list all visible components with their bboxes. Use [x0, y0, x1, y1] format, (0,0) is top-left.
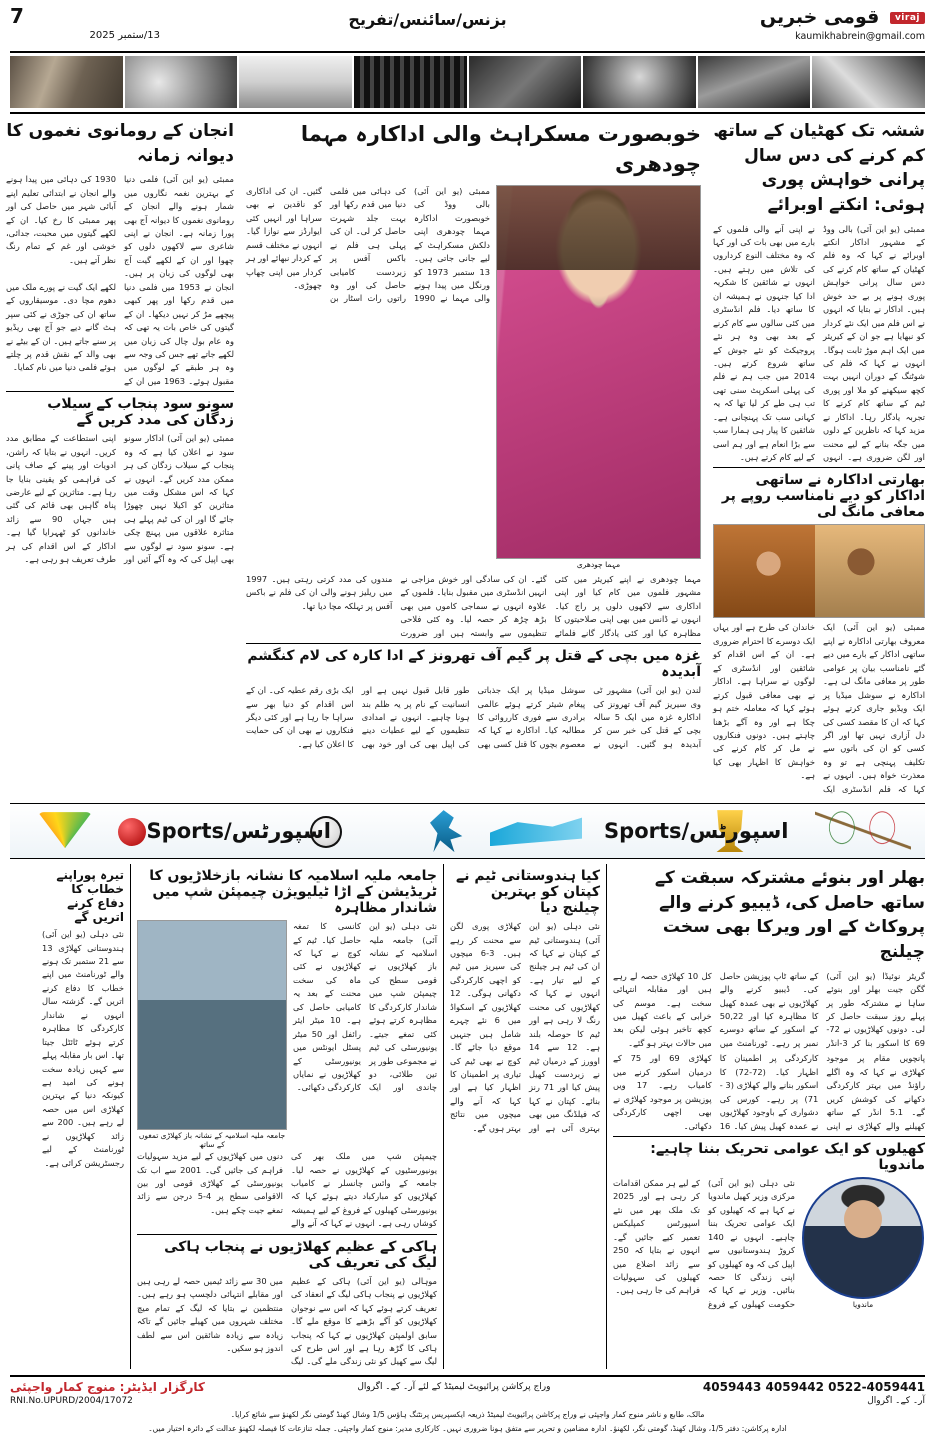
food-collage-image — [10, 56, 123, 108]
body-golf-2: پانچویں مقام پر موجود کھلاڑی نے کہا کہ وہ اگلے راؤنڈ میں بہتر کارکردگی دکھانے کی کوشش کریں گے۔ 5.1 انڈر کے ساتھ کھیلنے والے کھلاڑی نے اپنی کارکردگی پر اطمینان کا اظہار کیا۔ (72-72) کا اسکور بنانے والے کھلاڑی (3 - 71) پر رہے۔ کورس کی دشواری کے باوجود کھلاڑیوں نے عمدہ کھیل پیش کیا۔ 16 کھلاڑی 69 اور 75 کے درمیان اسکور کرنے میں کامیاب رہے۔ 17 ویں پوزیشن پر موجود کھلاڑی نے بھی اچھی کارکردگی دکھائی۔ — [613, 1053, 926, 1131]
masthead-left — [10, 6, 160, 41]
headline-apology: بھارتی اداکارہ نے ساتھی اداکار کو دیے نامناسب روپے پر معافی مانگ لی — [721, 472, 925, 521]
divider — [137, 1234, 437, 1235]
couple-photo — [713, 524, 925, 618]
page-footer — [10, 1375, 925, 1435]
masthead — [10, 6, 925, 48]
film-strip-image — [354, 56, 467, 108]
banner-image-strip — [10, 56, 925, 108]
top-content — [6, 117, 925, 796]
mandaviya-photo — [802, 1177, 924, 1299]
headline-gaza: غزہ میں بچی کے قتل پر گیم آف تھرونز کے ادا کارہ کی لام کنگشم آبدیدہ — [247, 648, 701, 681]
human-anatomy-scan-image — [583, 56, 696, 108]
footer-second-row — [10, 1396, 925, 1406]
body-mahima: ممبئی (یو این آئی) بالی ووڈ کی خوبصورت اداکارہ مہما چودھری اپنی دلکش مسکراہٹ کے لیے جانی جاتی ہیں۔ 13 ستمبر 1973 کو ورنگل میں پیدا ہونے والی مہما نے 1990 کی دہائی میں فلمی دنیا میں قدم رکھا اور بہت جلد شہرت حاصل کر لی۔ ان کی پہلی ہی فلم نے باکس آفس پر زبردست کامیابی حاصل کی اور وہ راتوں رات اسٹار بن گئیں۔ ان کی اداکاری کو ناقدین نے بھی سراہا اور انہیں کئی ایوارڈز سے نوازا گیا۔ انہوں نے مختلف قسم کے کردار نبھائے اور ہر کردار میں اپنی چھاپ چھوڑی۔ — [246, 185, 491, 304]
footer-editor: کارگزار ایڈیٹر: منوج کمار واجپئی — [10, 1379, 205, 1394]
body-jamia-1: نئی دہلی (یو این آئی) جامعہ ملیہ اسلامیہ کے نشانہ باز کھلاڑیوں نے قومی سطح کی چیمپئن شپ میں شاندار کارکردگی کا مظاہرہ کرتے ہوئے کئی تمغے جیتے۔ یونیورسٹی کی ٹیم نے مجموعی طور پر تین طلائی، دو چاندی اور ایک کانسی کا تمغہ حاصل کیا۔ ٹیم کے کوچ نے کہا کہ کھلاڑیوں نے کئی ماہ کی سخت محنت کے بعد یہ کامیابی حاصل کی ہے۔ 10 میٹر ایئر رائفل اور 50 میٹر پسٹل ایونٹس میں یونیورسٹی کے کھلاڑیوں نے نمایاں کارکردگی دکھائی۔ — [293, 921, 437, 1093]
column-divider — [443, 864, 444, 1369]
body-apology: ممبئی (یو این آئی) ایک معروف بھارتی اداکارہ نے اپنے ساتھی اداکار کے بارے میں دیے گئے نامناسب بیان پر عوامی طور پر معافی مانگ لی ہے۔ اداکارہ نے سوشل میڈیا پر ایک ویڈیو جاری کرتے ہوئے کہا کہ ان کا مقصد کسی کی دل آزاری نہیں تھا اور اگر کسی کو ان کی باتوں سے تکلیف پہنچی ہے تو وہ معذرت خواہ ہیں۔ انہوں نے کہا کہ فلم انڈسٹری ایک خاندان کی طرح ہے اور یہاں ایک دوسرے کا احترام ضروری ہے۔ ان کے اس اقدام کو شائقین اور انڈسٹری کے لوگوں نے سراہا ہے۔ اداکار نے بھی معافی قبول کرتے ہوئے کہا کہ معاملہ ختم ہو چکا ہے اور وہ آگے بڑھنا چاہتے ہیں۔ دونوں فنکاروں نے مل کر کام کرنے کی خواہش کا اظہار بھی کیا ہے۔ — [713, 622, 925, 794]
body-hockey: موہالی (یو این آئی) ہاکی کے عظیم کھلاڑیوں نے پنجاب ہاکی لیگ کے انعقاد کی تعریف کرتے ہوئے کہا کہ اس سے نوجوان کھلاڑیوں کو آگے بڑھنے کا موقع ملے گا۔ سابق اولمپئن کھلاڑیوں نے کہا کہ پنجاب ہاکی کا گڑھ رہا ہے اور اس طرح کی لیگ سے کھیل کو نئی زندگی ملے گی۔ لیگ میں 30 سے زائد ٹیمیں حصہ لے رہی ہیں اور مقابلے انتہائی دلچسپ ہو رہے ہیں۔ منتظمین نے بتایا کہ لیگ کے تمام میچ مختلف شہروں میں کھیلے جائیں گے تاکہ زیادہ سے زیادہ شائقین اس سے لطف اندوز ہو سکیں۔ — [137, 1275, 437, 1367]
footer-phone: 0522-4059441 4059442 4059443 — [702, 1379, 925, 1394]
headline-mahima: خوبصورت مسکراہٹ والی اداکارہ مہما چودھری — [300, 122, 701, 177]
tennis-racket-icon — [815, 810, 911, 852]
film-reel-image — [469, 56, 582, 108]
headline-title-defence: تیرہ پوراپنے خطاب کا دفاع کرنے اتریں گے — [56, 868, 124, 925]
machinery-image — [698, 56, 811, 108]
body-mandaviya: نئی دہلی (یو این آئی) مرکزی وزیر کھیل ماندویا نے کہا ہے کہ کھیلوں کو ایک عوامی تحریک بننا چاہیے۔ انہوں نے 140 کروڑ ہندوستانیوں سے اپیل کی کہ وہ کھیلوں کو اپنی زندگی کا حصہ بنائیں۔ وزیر نے کہا کہ حکومت کھیلوں کے فروغ کے لیے ہر ممکن اقدامات کر رہی ہے اور 2025 تک ملک بھر میں نئے اسپورٹس کمپلیکس تعمیر کیے جائیں گے۔ انہوں نے بتایا کہ 250 سے زائد اضلاع میں کھیلوں کی سہولیات فراہم کی جا رہی ہیں۔ — [613, 1177, 795, 1309]
cricket-ball-icon — [118, 818, 146, 846]
body-mahima-2: مہما چودھری نے اپنے کیریئر میں کئی مشہور فلموں میں کام کیا اور اپنی اداکاری سے لاکھوں دلوں پر راج کیا۔ انہوں نے ڈانس میں بھی اپنی صلاحیتوں کا مظاہرہ کیا اور کئی یادگار گانے فلمائے گئے۔ ان کی سادگی اور خوش مزاجی نے انہیں انڈسٹری میں مقبول بنایا۔ فلموں کے علاوہ انہوں نے سماجی کاموں میں بھی بڑھ چڑھ کر حصہ لیا۔ وہ کئی فلاحی تنظیموں سے وابستہ ہیں اور ضرورت مندوں کی مدد کرتی رہتی ہیں۔ 1997 میں ریلیز ہونے والی ان کی فلم نے باکس آفس پر تہلکہ مچا دیا تھا۔ — [246, 573, 701, 638]
footer-imprint-2: ادارہ پرکاشن: دفتر 1/5، وشال کھنڈ، گومتی نگر، لکھنؤ۔ ادارہ مضامین و تحریر سے متفق ہونا ضروری نہیں۔ کارکاری مدیر: منوج کمار واجپئی۔ جملہ تنازعات کا فیصلہ لکھنؤ عدالت کے دائرہ اختیار میں۔ — [148, 1424, 787, 1434]
divider — [613, 1136, 925, 1137]
body-gaza: لندن (یو این آئی) مشہور ٹی وی سیریز گیم آف تھرونز کی اداکارہ غزہ میں ایک 5 سالہ بچی کے قتل کی خبر سن کر آبدیدہ ہو گئیں۔ انہوں نے سوشل میڈیا پر ایک جذباتی پیغام شیئر کرتے ہوئے عالمی برادری سے فوری کارروائی کا مطالبہ کیا۔ اداکارہ نے کہا کہ معصوم بچوں کا قتل کسی بھی طور قابل قبول نہیں ہے اور انسانیت کے نام پر یہ ظلم بند ہونا چاہیے۔ انہوں نے امدادی تنظیموں کے لیے عطیات دینے کی اپیل بھی کی اور خود بھی ایک بڑی رقم عطیہ کی۔ ان کے اس اقدام کو دنیا بھر سے سراہا جا رہا ہے اور کئی دیگر فنکاروں نے بھی ان کی حمایت کا اعلان کیا ہے۔ — [246, 685, 701, 749]
article-block-right — [713, 117, 925, 796]
footer-name-right: آر۔ کے۔ اگروال — [867, 1395, 925, 1406]
headline-hockey: ہاکی کے عظیم کھلاڑیوں نے پنجاب ہاکی لیگ کی تعریف کی — [164, 1238, 437, 1271]
photo-caption-mahima: مہما چودھری — [576, 559, 621, 569]
headline-jamia: جامعہ ملیہ اسلامیہ کا نشانہ بازخلاڑیوں کا ٹریڈیشن کے اڑا ٹیلیویژن چیمپئن شپ میں شاندار مظاہرہ — [149, 868, 437, 917]
divider — [6, 391, 234, 392]
sports-content — [10, 864, 925, 1369]
sports-label-left: اسپورٹس/Sports — [146, 819, 331, 844]
stethoscope-image — [239, 56, 352, 108]
headline-oberoi: ششہ تک کھٹیان کے ساتھ کم کرنے کی دس سال پرانی خواہش پوری ہوئی: انکتے اوبرائے — [713, 121, 925, 215]
sports-label-right: اسپورٹس/Sports — [604, 819, 789, 844]
body-jamia-2: چیمپئن شپ میں ملک بھر کی یونیورسٹیوں کے کھلاڑیوں نے حصہ لیا۔ جامعہ کے وائس چانسلر نے کامیاب کھلاڑیوں کو مبارکباد دیتے ہوئے کہا کہ یونیورسٹی کھیلوں کے فروغ کے لیے ہمیشہ کوشاں رہی ہے۔ انہوں نے کہا کہ آنے والے دنوں میں کھلاڑیوں کے لیے مزید سہولیات فراہم کی جائیں گی۔ 2001 سے اب تک یونیورسٹی کے کھلاڑی قومی اور بین الاقوامی سطح پر 4-5 درجن سے زائد تمغے جیت چکے ہیں۔ — [137, 1151, 437, 1229]
body-captain: نئی دہلی (یو این آئی) ہندوستانی ٹیم کے کپتان نے کہا کہ ان کی ٹیم ہر چیلنج کے لیے تیار ہے۔ انہوں نے کہا کہ کھلاڑیوں کی محنت رنگ لا رہی ہے اور ٹیم کا حوصلہ بلند ہے۔ 12 سے 14 اوورز کے درمیان ٹیم نے زبردست کھیل پیش کیا اور 71 رنز بنائے۔ کپتان نے کہا کہ فیلڈنگ میں بھی بہتری آئی ہے اور کھلاڑی پوری لگن سے محنت کر رہے ہیں۔ 3-6 میچوں کی سیریز میں ٹیم کو اچھی کارکردگی دکھانی ہوگی۔ 12 کھلاڑیوں کے اسکواڈ میں 6 نئے چہرے شامل ہیں جنہیں موقع دیا جائے گا۔ کوچ نے بھی ٹیم کی تیاری پر اطمینان کا اظہار کیا ہے اور کہا کہ آنے والے میچوں میں نتائج بہتر ہوں گے۔ — [450, 921, 600, 1133]
contact-email: kaumikhabrein@gmail.com — [795, 31, 925, 42]
page-number: 7 — [10, 4, 24, 28]
footer-publisher: وراج پرکاشن پرائیویٹ لیمیٹڈ کے لئے آر۔ کے۔ اگروال — [357, 1381, 551, 1392]
headline-golf: بھلر اور بنوئے مشترکہ سبقت کے ساتھ حاصل کی، ڈیبیو کرنے والے پروکاٹ کے اور ویرکا بھی سخت چیلنج — [654, 868, 925, 963]
team-photo-wrap — [137, 920, 287, 1150]
photo-caption-team: جامعہ ملیہ اسلامیہ کے نشانہ باز کھلاڑی تمغوں کے ساتھ — [138, 1131, 286, 1150]
body-anjaan: ممبئی (یو این آئی) فلمی دنیا کے بہترین نغمہ نگاروں میں شمار ہونے والے انجان کے رومانوی نغموں کا دیوانہ آج بھی پورا زمانہ ہے۔ انجان نے اپنی شاعری سے لاکھوں دلوں کو چھوا اور ان کے لکھے گیت آج بھی لوگوں کی زبان پر ہیں۔ 1930 کی دہائی میں پیدا ہونے والے انجان نے ابتدائی تعلیم اپنے آبائی شہر میں حاصل کی اور پھر ممبئی کا رخ کیا۔ ان کے لکھے گیتوں میں محبت، جدائی، خوشی اور غم کے تمام رنگ نظر آتے ہیں۔ — [6, 174, 234, 279]
column-divider — [606, 864, 607, 1369]
banner-divider — [10, 112, 925, 114]
headline-sonu-sood: سونو سود پنجاب کے سیلاب زدگان کی مدد کریں گے — [47, 396, 234, 429]
mahima-photo-wrap — [496, 185, 701, 570]
body-title-defence: نئی دہلی (یو این آئی) ہندوستانی کھلاڑی 13 سے 21 ستمبر تک ہونے والے ٹورنامنٹ میں اپنے خطاب کا دفاع کرنے اتریں گے۔ گزشتہ سال انہوں نے شاندار کارکردگی کا مظاہرہ کرتے ہوئے ٹائٹل جیتا تھا۔ اس بار مقابلہ پہلے سے کہیں زیادہ سخت ہونے کی امید ہے کیونکہ دنیا کے بہترین کھلاڑی اس میں حصہ لے رہے ہیں۔ 200 سے زائد کھلاڑیوں نے ٹورنامنٹ کے لیے رجسٹریشن کرائی ہے۔ — [42, 929, 124, 1168]
article-block-center — [246, 117, 701, 796]
column-divider — [130, 864, 131, 1369]
footer-top-row — [10, 1380, 925, 1394]
publication-date: 13/ستمبر 2025 — [89, 30, 160, 41]
body-golf-1: گریٹر نوئیڈا (یو این آئی) گگن جیت بھلر اور بنوئے ساہا نے مشترکہ طور پر پہلے روز سبقت حاصل کر لی۔ دونوں کھلاڑیوں نے 72-69 کا اسکور بنا کر 3-انڈر کے ساتھ ٹاپ پوزیشن حاصل کی۔ ڈیبیو کرنے والے کھلاڑیوں نے بھی عمدہ کھیل کا مظاہرہ کیا اور 50,22 کے اسکور کے ساتھ دوسرے نمبر پر رہے۔ ٹورنامنٹ میں کل 10 کھلاڑی حصہ لے رہے ہیں اور مقابلہ انتہائی سخت ہے۔ موسم کی خرابی کے باعث کھیل میں کچھ تاخیر ہوئی لیکن بعد میں حالات بہتر ہو گئے۔ — [613, 970, 925, 1048]
sports-block-title-defence — [42, 864, 124, 1369]
viraj-logo: viraj — [890, 12, 925, 24]
mahima-chaudhry-photo — [496, 185, 701, 559]
jamia-shooting-team-photo — [137, 920, 287, 1130]
masthead-divider — [10, 51, 925, 53]
divider — [246, 643, 701, 644]
headline-captain: کیا ہندوستانی ٹیم نے کپتان کو بہترین چیلنج دیا — [455, 868, 600, 917]
headline-mandaviya: کھیلوں کو ایک عوامی تحریک بننا چاہیے: ماندویا — [650, 1140, 925, 1173]
body-oberoi: ممبئی (یو این آئی) بالی ووڈ کے مشہور اداکار انکتے اوبرائے نے کہا کہ وہ فلم کھٹیان کے ساتھ کام کرنے کی دس سال پرانی خواہش پوری ہونے پر بے حد خوش ہیں۔ اداکار نے بتایا کہ انہوں نے اس فلم میں ایک نئے کردار کو نبھایا ہے جو ان کے کیریئر میں ایک اہم موڑ ثابت ہوگا۔ انہوں نے کہا کہ فلم کی شوٹنگ کے دوران انہیں بہت کچھ سیکھنے کو ملا اور پوری ٹیم کے ساتھ کام کرنے کا تجربہ یادگار رہا۔ اداکار نے مزید کہا کہ ناظرین کے دلوں میں جگہ بنانے کے لیے محنت اور لگن ضروری ہے۔ انہوں نے اپنی آنے والی فلموں کے بارے میں بھی بات کی اور کہا کہ وہ مختلف النوع کرداروں کی تلاش میں رہتے ہیں۔ انہوں نے شائقین کا شکریہ ادا کیا جنہوں نے ہمیشہ ان کا ساتھ دیا۔ فلم انڈسٹری میں کئی سالوں سے کام کرنے کے بعد بھی وہ ہر نئے پروجیکٹ کو نئے جوش کے ساتھ شروع کرتے ہیں۔ 2014 میں جب ہم نے فلم کی پہلی اسکرپٹ سنی تھی تب ہی طے کر لیا تھا کہ یہ کہانی سب تک پہنچانی ہے۔ شائقین کا پیار ہی ہمارا سب سے بڑا انعام ہے اور ہم اسی کے لیے کام کرتے ہیں۔ — [713, 223, 925, 462]
masthead-right — [695, 6, 925, 42]
sports-block-golf — [613, 864, 925, 1369]
flag-stripes-image — [812, 56, 925, 108]
body-anjaan-2: انجان نے 1953 میں فلمی دنیا میں قدم رکھا اور پھر کبھی پیچھے مڑ کر نہیں دیکھا۔ ان کے گیتوں کی خاص بات یہ تھی کہ وہ عام بول چال کی زبان میں لکھے جاتے تھے جس کی وجہ سے وہ ہر طبقے کے لوگوں میں مقبول ہوئے۔ 1963 میں ان کے لکھے ایک گیت نے پورے ملک میں دھوم مچا دی۔ موسیقاروں کے ساتھ ان کی جوڑی نے کئی سپر ہٹ گانے دیے جو آج بھی ریڈیو پر سنے جاتے ہیں۔ ان کے بیٹے نے بھی والد کے نقش قدم پر چلتے ہوئے فلمی دنیا میں نام کمایا۔ — [6, 281, 235, 386]
paper-name-text: قومی خبریں — [759, 6, 880, 28]
footer-rni: RNI.No.UPURD/2004/17072 — [10, 1395, 133, 1406]
sports-block-captain — [450, 864, 600, 1369]
sports-section-banner — [10, 803, 925, 859]
section-title: بزنس/سائنس/تفریح — [348, 10, 507, 29]
mandaviya-photo-wrap — [801, 1177, 925, 1311]
photo-caption-mandaviya: ماندویا — [852, 1299, 874, 1309]
paper-name — [695, 6, 925, 28]
divider — [713, 467, 925, 468]
globes-world-map-image — [125, 56, 238, 108]
headline-anjaan: انجان کے رومانوی نغموں کا دیوانہ زمانہ — [6, 121, 234, 166]
footer-imprint-1: مالک، طابع و ناشر منوج کمار واجپئی نے وراج پرکاشن پرائیویٹ لیمیٹڈ ذریعہ ایکسپریس پرنٹنگ ہاؤس 1/5 وشال کھنڈ گومتی نگر لکھنؤ سے شائع کرایا۔ — [230, 1409, 705, 1419]
body-sonu-sood: ممبئی (یو این آئی) اداکار سونو سود نے اعلان کیا ہے کہ وہ پنجاب کے سیلاب زدگان کی ہر ممکن مدد کریں گے۔ انہوں نے کہا کہ اس مشکل وقت میں متاثرین کو اکیلا نہیں چھوڑا جائے گا اور ان کی ٹیم پہلے ہی متاثرہ علاقوں میں پہنچ چکی ہے۔ سونو سود نے لوگوں سے بھی اپیل کی کہ وہ آگے آئیں اور اپنی استطاعت کے مطابق مدد کریں۔ انہوں نے بتایا کہ راشن، ادویات اور پینے کے صاف پانی کی فراہمی کو یقینی بنایا جا رہا ہے۔ متاثرین کے لیے عارضی پناہ گاہیں بھی قائم کی گئی ہیں جہاں 90 سے زائد خاندانوں کو ٹھہرایا گیا ہے۔ اداکار کے اس اقدام کی ہر طرف تعریف ہو رہی ہے۔ — [6, 433, 234, 565]
article-block-left — [6, 117, 234, 796]
sports-block-jamia — [137, 864, 437, 1369]
